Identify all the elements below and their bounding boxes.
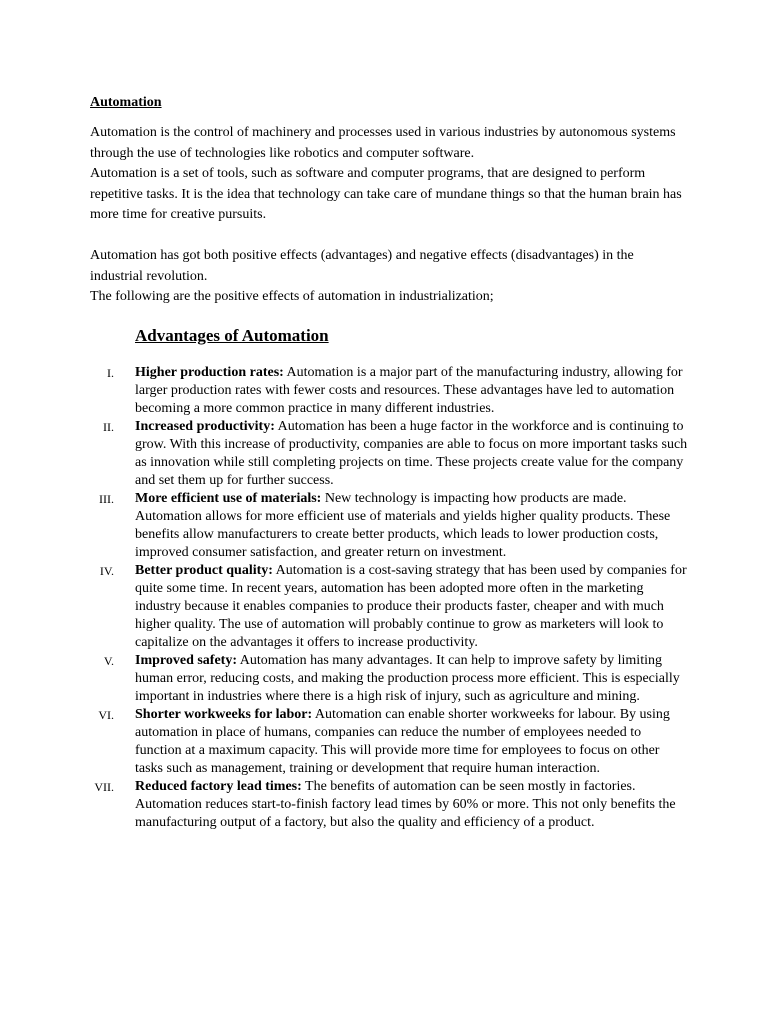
document-title: Automation: [90, 95, 162, 110]
list-numeral: III.: [99, 492, 114, 506]
advantage-term: Higher production rates:: [135, 365, 284, 380]
advantage-text: The benefits of automation can be seen mostly in factories. Automation reduces start-to-finish factory lead times by 60% or more. This not only benefits the manufacturing output of a factory, but also the quality and efficiency of a product.: [135, 779, 676, 830]
list-item: [90, 364, 690, 418]
advantage-term: Better product quality:: [135, 563, 273, 578]
list-item: [90, 652, 690, 706]
advantage-term: Reduced factory lead times:: [135, 779, 302, 794]
paragraph-spacer: [90, 226, 690, 247]
advantage-text: Automation is a major part of the manufacturing industry, allowing for larger production rates with fewer costs and resources. These advantages have led to automation becoming a more common practice in many different industries.: [135, 365, 683, 416]
intro-paragraph: Automation has got both positive effects (advantages) and negative effects (disadvantages) in the industrial revolution.: [90, 248, 634, 284]
list-numeral: I.: [107, 366, 114, 380]
list-item: [90, 490, 690, 562]
intro-paragraph: Automation is the control of machinery and processes used in various industries by autonomous systems through the use of technologies like robotics and computer software.: [90, 125, 676, 161]
advantage-term: Increased productivity:: [135, 419, 275, 434]
list-numeral: IV.: [99, 564, 114, 578]
advantage-text: Automation can enable shorter workweeks for labour. By using automation in place of humans, companies can reduce the number of employees needed to function at a maximum capacity. This will provide more time for employees to focus on other tasks such as management, training or development that require human interaction.: [135, 707, 670, 776]
advantage-text: Automation has many advantages. It can help to improve safety by limiting human error, reducing costs, and making the production process more efficient. This is especially important in industries where there is a high risk of injury, such as agriculture and mining.: [135, 653, 680, 704]
advantage-text: New technology is impacting how products are made. Automation allows for more efficient use of materials and yields higher quality products. These benefits allow manufacturers to create better products, which leads to lower production costs, improved consumer satisfaction, and greater return on investment.: [135, 491, 671, 560]
advantages-list: [90, 364, 690, 832]
advantage-text: Automation is a cost-saving strategy that has been used by companies for quite some time. In recent years, automation has been adopted more often in the marketing industry because it enables companies to produce their products faster, cheaper and with much higher quality. The use of automation will probably continue to grow as marketers will look to capitalize on the advantages it offers to increase productivity.: [135, 563, 687, 650]
list-item: [90, 418, 690, 490]
intro-section: [90, 123, 690, 308]
list-numeral: II.: [103, 420, 114, 434]
list-item: [90, 778, 690, 832]
list-numeral: VII.: [94, 780, 114, 794]
advantage-term: More efficient use of materials:: [135, 491, 322, 506]
list-item: [90, 706, 690, 778]
list-numeral: VI.: [98, 708, 114, 722]
advantage-text: Automation has been a huge factor in the workforce and is continuing to grow. With this increase of productivity, companies are able to focus on more important tasks such as innovation while still completing projects on time. These projects create value for the company and set them up for further success.: [135, 419, 688, 488]
list-item: [90, 562, 690, 652]
intro-paragraph: Automation is a set of tools, such as software and computer programs, that are designed to perform repetitive tasks. It is the idea that technology can take care of mundane things so that the human brain has more time for creative pursuits.: [90, 166, 682, 222]
advantage-term: Improved safety:: [135, 653, 238, 668]
section-heading: Advantages of Automation: [135, 326, 329, 345]
advantage-term: Shorter workweeks for labor:: [135, 707, 313, 722]
intro-paragraph: The following are the positive effects of automation in industrialization;: [90, 289, 494, 304]
list-numeral: V.: [103, 654, 114, 668]
